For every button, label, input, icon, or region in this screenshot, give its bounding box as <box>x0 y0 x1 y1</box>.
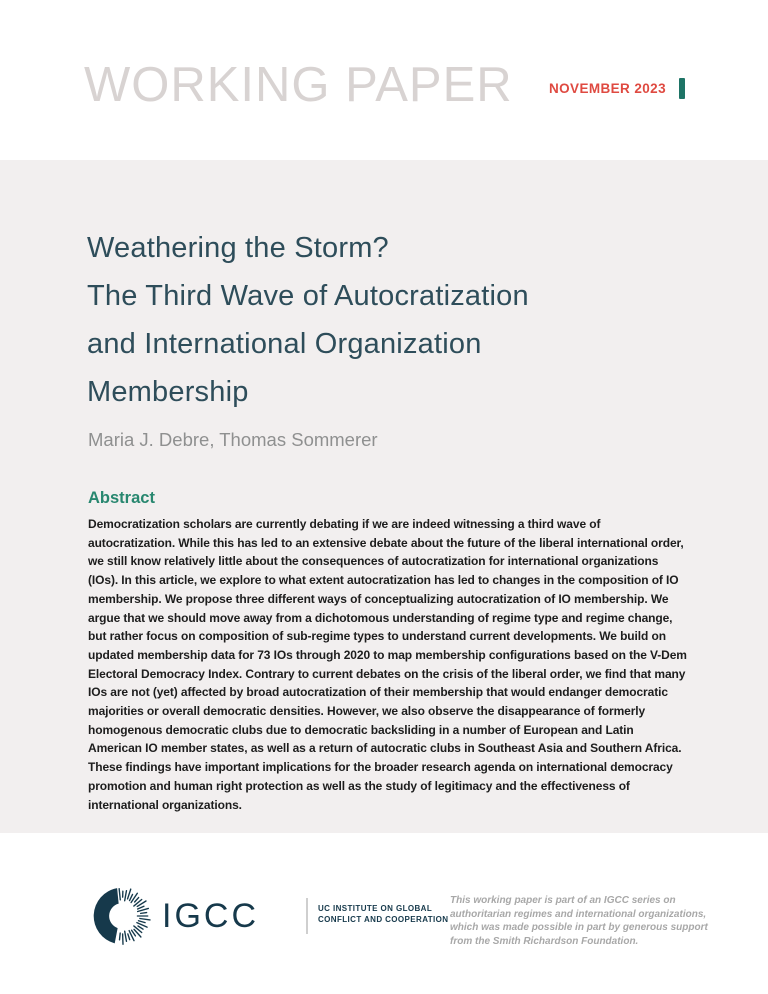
document-type-kicker: WORKING PAPER <box>84 58 513 112</box>
institute-name-line: UC INSTITUTE ON GLOBAL <box>318 904 433 913</box>
paper-title-line: and International Organization <box>87 328 482 360</box>
igcc-logo-wordmark: IGCC <box>162 897 259 935</box>
publication-date-block <box>549 78 685 99</box>
series-acknowledgement-note: This working paper is part of an IGCC series on authoritarian regimes and international organizations, which was made possible in part by generous support from the Smith Richardson Foundation. <box>450 895 708 947</box>
igcc-logo-icon <box>92 883 152 949</box>
abstract-heading: Abstract <box>88 489 155 507</box>
author-names: Maria J. Debre, Thomas Sommerer <box>88 429 378 450</box>
abstract-text: Democratization scholars are currently debating if we are indeed witnessing a third wave of autocratization. While this has led to an extensive debate about the future of the liberal international order, we still know relatively little about the consequences of autocratization for international organizations (IOs). In this article, we explore to what extent autocratization has led to changes in the composition of IO membership. We propose three different ways of conceptualizing autocratization of IO membership. We argue that we should move away from a dichotomous understanding of regime type and regime change, but rather focus on composition of sub-regime types to understand current developments. We build on updated membership data for 73 IOs through 2020 to map membership configurations based on the V-Dem Electoral Democracy Index. Contrary to current debates on the crisis of the liberal order, we find that many IOs are not (yet) affected by broad autocratization of their membership that would endanger democratic majorities or overall democratic densities. However, we also observe the disappearance of formerly homogenous democratic clubs due to democratic backsliding in a number of European and Latin American IO member states, as well as a return of autocratic clubs in Southeast Asia and Southern Africa. These findings have important implications for the broader research agenda on international democracy promotion and human right protection as well as the study of legitimacy and the effectiveness of international organizations. <box>88 517 687 812</box>
accent-bar-icon <box>679 78 685 99</box>
paper-title-line: Weathering the Storm? <box>87 232 389 264</box>
paper-title-line: Membership <box>87 376 249 408</box>
paper-title-line: The Third Wave of Autocratization <box>87 280 529 312</box>
publication-date: NOVEMBER 2023 <box>549 81 666 96</box>
paper-title <box>87 224 687 416</box>
institute-name <box>318 904 448 925</box>
footer-divider <box>306 898 308 934</box>
institute-name-line: CONFLICT AND COOPERATION <box>318 914 449 924</box>
